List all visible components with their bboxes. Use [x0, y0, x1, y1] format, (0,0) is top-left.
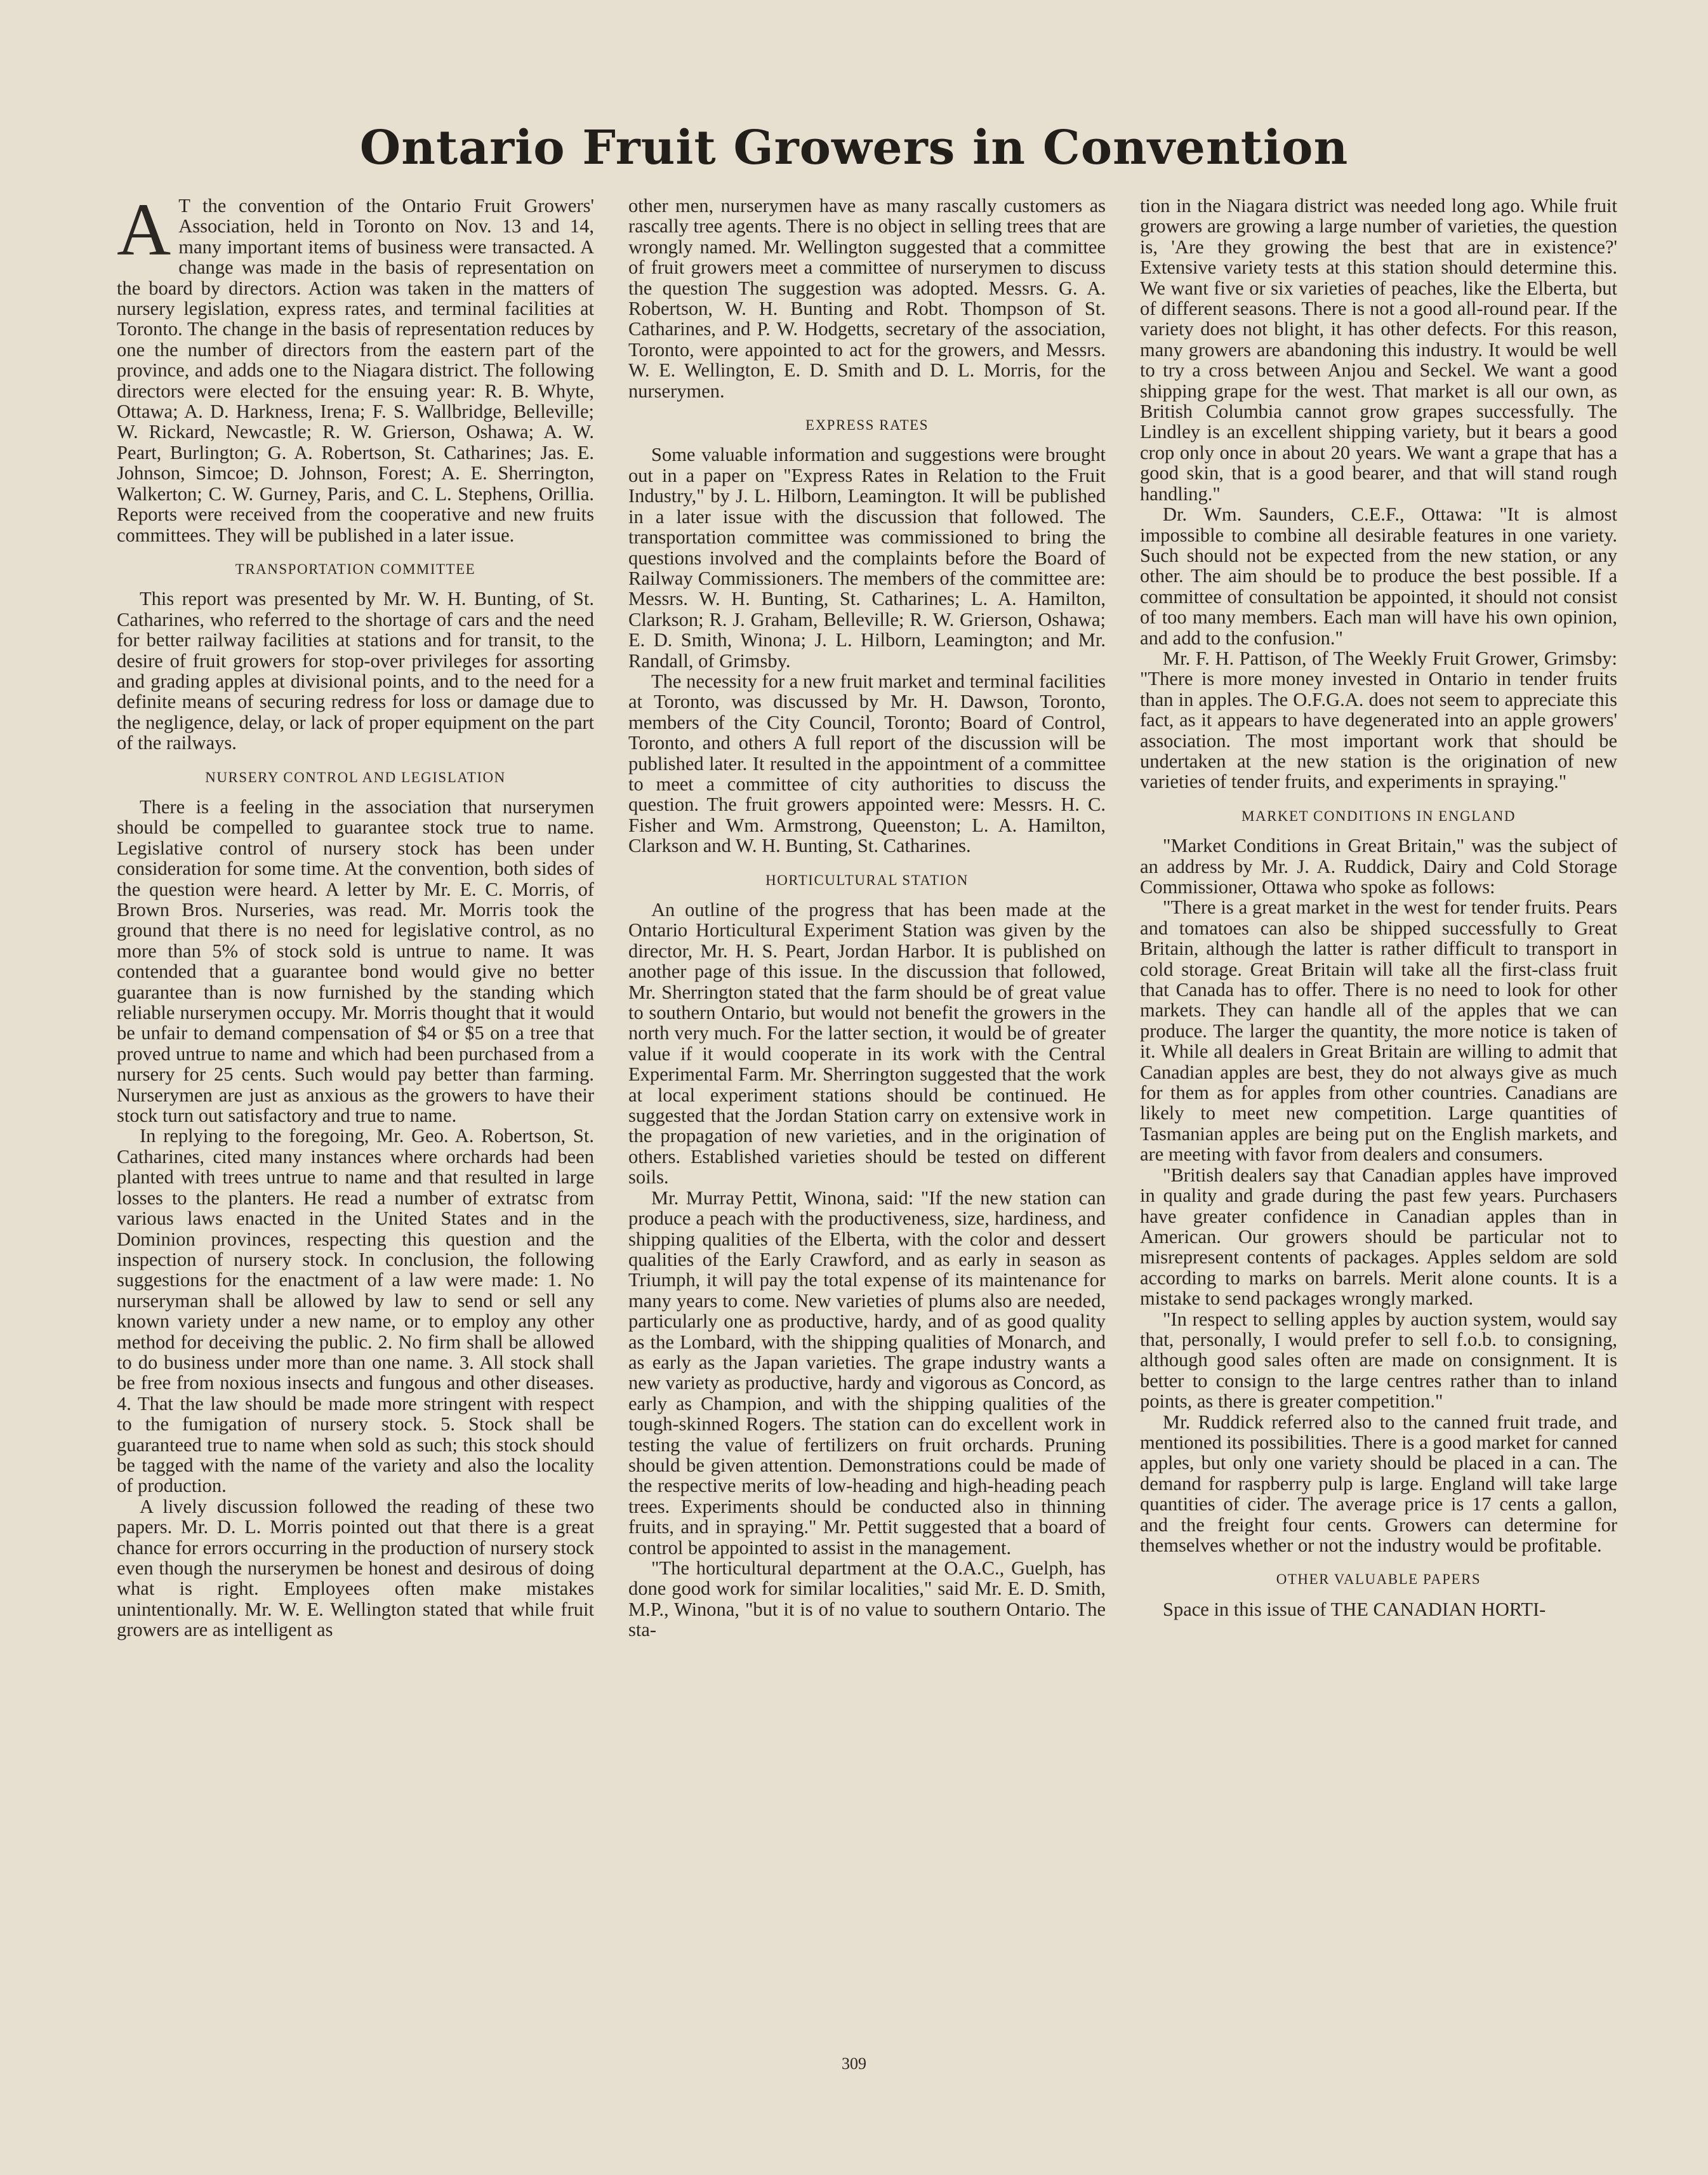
section-heading: TRANSPORTATION COMMITTEE [235, 561, 476, 577]
section-heading: HORTICULTURAL STATION [765, 872, 969, 888]
section-heading: OTHER VALUABLE PAPERS [1276, 1571, 1481, 1588]
section-heading: EXPRESS RATES [805, 417, 929, 434]
paragraph: Space in this issue of THE CANADIAN HORTI- [1163, 1598, 1546, 1620]
paragraph: An outline of the progress that has been made at the Ontario Horticultural Experiment Station was given by the director, Mr. H. S. Peart, Jordan Harbor. It is published on another page of this issue. In the discussion that followed, Mr. Sherrington stated that the farm should be of great value to southern Ontario, but would not benefit the growers in the north very much. For the latter section, it would be of greater value if it would cooperate in its work with the Central Experimental Farm. Mr. Sherrington suggested that the work at local experiment stations should be continued. He suggested that the Jordan Station carry on extensive work in the propagation of new varieties, and in the origination of others. Established varieties should be tested on different soils. [628, 899, 1106, 1188]
paragraph: "In respect to selling apples by auction system, would say that, personally, I would prefer to sell f.o.b. to consigning, although good sales often are made on consignment. It is better to consign to the large centres rather than to inland points, as there is greater competition." [1140, 1308, 1617, 1413]
paragraph: Mr. Murray Pettit, Winona, said: "If the new station can produce a peach with the productiveness, size, hardiness, and shipping qualities of the Elberta, with the color and dessert qualities of the Early Crawford, and as early in season as Triumph, it will pay the total expense of its maintenance for many years to come. New varieties of plums also are needed, particularly one as productive, hardy, and of as good quality as the Lombard, with the shipping qualities of Monarch, and as early as the Japan varieties. The grape industry wants a new variety as productive, hardy and vigorous as Concord, as early as Champion, and with the shipping qualities of the tough-skinned Rogers. The station can do excellent work in testing the value of fertilizers on fruit orchards. Pruning should be given attention. Demonstrations could be made of the respective merits of low-heading and high-heading peach trees. Experiments should be conducted also in thinning fruits, and in spraying." Mr. Pettit suggested that a board of control be appointed to assist in the management. [628, 1187, 1106, 1559]
article-column-2 [628, 196, 1106, 2005]
section-heading: NURSERY CONTROL AND LEGISLATION [205, 769, 506, 785]
page-title: Ontario Fruit Growers in Convention [359, 121, 1349, 175]
paragraph: There is a feeling in the association that nurserymen should be compelled to guarantee stock true to name. Legislative control of nursery stock has been under consideration for some time. At the convention, both sides of the question were heard. A letter by Mr. E. C. Morris, of Brown Bros. Nurseries, was read. Mr. Morris took the ground that there is no need for legislative control, as no more than 5% of stock sold is untrue to name. It was contended that a guarantee bond would give no better guarantee than is now furnished by the standing which reliable nurserymen occupy. Mr. Morris thought that it would be unfair to demand compensation of $4 or $5 on a tree that proved untrue to name and which had been purchased from a nursery for 25 cents. Such would pay better than farming. Nurserymen are just as anxious as the growers to have their stock turn out satisfactory and true to name. [117, 795, 594, 1127]
drop-cap: A [117, 196, 171, 271]
paragraph: tion in the Niagara district was needed long ago. While fruit growers are growing a large number of varieties, the question is, 'Are they growing the best that are in existence?' Extensive variety tests at this station should determine this. We want five or six varieties of peaches, like the Elberta, but of different seasons. There is not a good all-round pear. If the variety does not blight, it has other defects. For this reason, many growers are abandoning this industry. It would be well to try a cross between Anjou and Seckel. We want a good shipping grape for the west. That market is all our own, as British Columbia cannot grow grapes successfully. The Lindley is an excellent shipping variety, but it bears a good crop only once in about 20 years. We want a grape that has a good skin, that is a good bearer, and that will stand rough handling." [1140, 196, 1617, 505]
paragraph: The necessity for a new fruit market and terminal facilities at Toronto, was discussed by Mr. H. Dawson, Toronto, members of the City Council, Toronto; Board of Control, Toronto, and others A full report of the discussion will be published later. It resulted in the appointment of a committee to meet a committee of city authorities to discuss the question. The fruit growers appointed were: Messrs. H. C. Fisher and Wm. Armstrong, Queenston; L. A. Hamilton, Clarkson and W. H. Bunting, St. Catharines. [628, 670, 1106, 857]
paragraph: "Market Conditions in Great Britain," was the subject of an address by Mr. J. A. Ruddick, Dairy and Cold Storage Commissioner, Ottawa who spoke as follows: [1140, 835, 1617, 898]
paragraph: other men, nurserymen have as many rascally customers as rascally tree agents. There is no object in selling trees that are wrongly named. Mr. Wellington suggested that a committee of fruit growers meet a committee of nurserymen to discuss the question The suggestion was adopted. Messrs. G. A. Robertson, W. H. Bunting and Robt. Thompson of St. Catharines, and P. W. Hodgetts, secretary of the association, Toronto, were appointed to act for the growers, and Messrs. W. E. Wellington, E. D. Smith and D. L. Morris, for the nurserymen. [628, 196, 1106, 402]
article-column-3 [1140, 196, 1617, 2005]
section-heading: MARKET CONDITIONS IN ENGLAND [1241, 808, 1516, 824]
paragraph: "British dealers say that Canadian apples have improved in quality and grade during the past few years. Purchasers have greater confidence in Canadian apples than in American. Our growers should be particular not to misrepresent contents of packages. Apples seldom are sold according to marks on barrels. Merit alone counts. It is a mistake to send packages wrongly marked. [1140, 1164, 1617, 1310]
paragraph: "The horticultural department at the O.A.C., Guelph, has done good work for similar localities," said Mr. E. D. Smith, M.P., Winona, "but it is of no value to southern Ontario. The sta- [628, 1557, 1106, 1641]
paragraph-text: T the convention of the Ontario Fruit Growers' Association, held in Toronto on Nov. 13 and 14, many important items of business were transacted. A change was made in the basis of representation on the board by directors. Action was taken in the matters of nursery legislation, express rates, and terminal facilities at Toronto. The change in the basis of representation reduces by one the number of directors from the eastern part of the province, and adds one to the Niagara district. The following directors were elected for the ensuing year: R. B. Whyte, Ottawa; A. D. Harkness, Irena; F. S. Wallbridge, Belleville; W. Rickard, Newcastle; R. W. Grierson, Oshawa; A. W. Peart, Burlington; G. A. Robertson, St. Catharines; Jas. E. Johnson, Simcoe; D. Johnson, Forest; A. E. Sherrington, Walkerton; C. W. Gurney, Paris, and C. L. Stephens, Orillia. Reports were received from the cooperative and new fruits committees. They will be published in a later issue. [117, 196, 594, 546]
article-column-1 [117, 196, 594, 2005]
page-number: 309 [842, 2054, 866, 2073]
paragraph [117, 196, 594, 545]
paragraph: Mr. Ruddick referred also to the canned fruit trade, and mentioned its possibilities. There is a good market for canned apples, but only one variety should be placed in a can. The demand for raspberry pulp is large. England will take large quantities of cider. The average price is 17 cents a gallon, and the freight four cents. Growers can determine for themselves whether or not the industry would be profitable. [1140, 1411, 1617, 1556]
paragraph: Some valuable information and suggestions were brought out in a paper on "Express Rates in Relation to the Fruit Industry," by J. L. Hilborn, Leamington. It will be published in a later issue with the discussion that followed. The transportation committee was commissioned to bring the questions involved and the complaints before the Board of Railway Commissioners. The members of the committee are: Messrs. W. H. Bunting, St. Catharines; L. A. Hamilton, Clarkson; R. J. Graham, Belleville; R. W. Grierson, Oshawa; E. D. Smith, Winona; J. L. Hilborn, Leamington; and Mr. Randall, of Grimsby. [628, 444, 1106, 672]
paragraph: "There is a great market in the west for tender fruits. Pears and tomatoes can also be shipped successfully to Great Britain, although the latter is rather difficult to transport in cold storage. Great Britain will take all the first-class fruit that Canada has to offer. There is no need to look for other markets. They can handle all of the apples that we can produce. The larger the quantity, the more notice is taken of it. While all dealers in Great Britain are willing to admit that Canadian apples are best, they do not always give as much for them as for apples from other countries. Canadians are likely to meet new competition. Large quantities of Tasmanian apples are being put on the English markets, and are meeting with favor from dealers and consumers. [1140, 896, 1617, 1166]
paragraph: In replying to the foregoing, Mr. Geo. A. Robertson, St. Catharines, cited many instances where orchards had been planted with trees untrue to name and that resulted in large losses to the planters. He read a number of extratsc from various laws enacted in the United States and in the Dominion provinces, respecting this question and the inspection of nursery stock. In conclusion, the following suggestions for the enactment of a law were made: 1. No nurseryman shall be allowed by law to send or sell any known variety under a new name, or to employ any other method for deceiving the public. 2. No firm shall be allowed to do business under more than one name. 3. All stock shall be free from noxious insects and fungous and other diseases. 4. That the law should be made more stringent with respect to the fumigation of nursery stock. 5. Stock shall be guaranteed true to name when sold as such; this stock should be tagged with the name of the variety and also the locality of production. [117, 1125, 594, 1497]
paragraph: Mr. F. H. Pattison, of The Weekly Fruit Grower, Grimsby: "There is more money invested in Ontario in tender fruits than in apples. The O.F.G.A. does not seem to appreciate this fact, as it appears to have degenerated into an apple growers' association. The most important work that should be undertaken at the new station is the origination of new varieties of tender fruits, and experiments in spraying." [1140, 647, 1617, 793]
paragraph: This report was presented by Mr. W. H. Bunting, of St. Catharines, who referred to the shortage of cars and the need for better railway facilities at stations and for transit, to the desire of fruit growers for stop-over privileges for assorting and grading apples at divisional points, and to the need for a definite means of securing redress for loss or damage due to the negligence, delay, or lack of proper equipment on the part of the railways. [117, 588, 594, 754]
paragraph: Dr. Wm. Saunders, C.E.F., Ottawa: "It is almost impossible to combine all desirable features in one variety. Such should not be expected from the new station, or any other. The aim should be to produce the best possible. If a committee of consultation be appointed, it should not consist of too many members. Each man will have his own opinion, and add to the confusion." [1140, 503, 1617, 649]
paragraph: A lively discussion followed the reading of these two papers. Mr. D. L. Morris pointed out that there is a great chance for errors occurring in the production of nursery stock even though the nurserymen be honest and desirous of doing what is right. Employees often make mistakes unintentionally. Mr. W. E. Wellington stated that while fruit growers are as intelligent as [117, 1495, 594, 1641]
